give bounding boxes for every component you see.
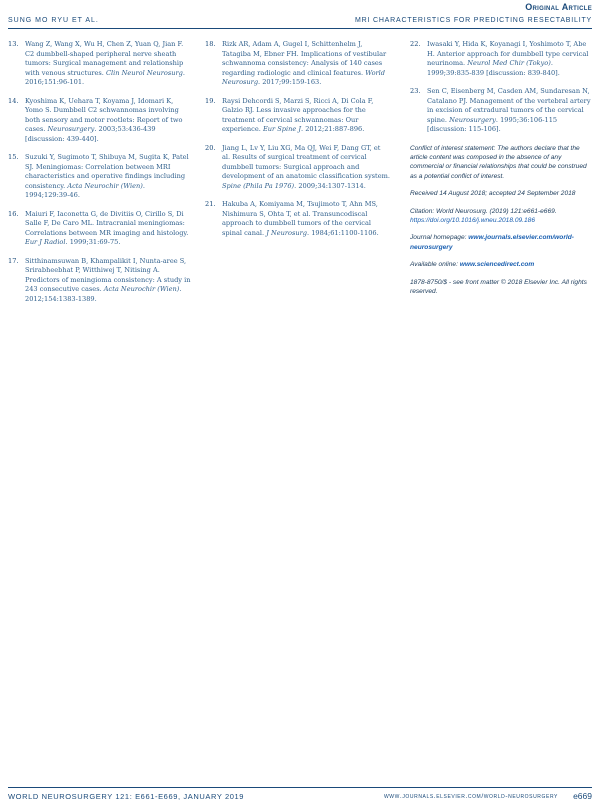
homepage-label: Journal homepage: xyxy=(410,234,469,242)
reference-item: 20. Jiang L, Lv Y, Liu XG, Ma QJ, Wei F, Dang GT, et al. Results of surgical treatment of cervical dumbbell tumors: Surgical approach and development of an anatomic classification system. Spine (Phila Pa 1976). 2009;34:1307-1314. xyxy=(205,143,390,190)
reference-item: 21. Hakuba A, Komiyama M, Tsujimoto T, Ahn MS, Nishimura S, Ohta T, et al. Transuncodiscal approach to dumbbell tumors of the cervical spinal canal. J Neurosurg. 1984;61:1100-1106. xyxy=(205,200,379,237)
citation-block xyxy=(410,207,594,226)
doi-link[interactable]: https://doi.org/10.1016/j.wneu.2018.09.186 xyxy=(410,216,536,224)
references-column-2 xyxy=(205,40,390,247)
footer-rule xyxy=(8,787,592,788)
online-link[interactable]: www.sciencedirect.com xyxy=(459,261,535,269)
homepage-link[interactable]: www.journals.elsevier.com/world-neurosurgery xyxy=(410,234,574,251)
reference-item: 23. Sen C, Eisenberg M, Casden AM, Sundaresan N, Catalano PJ. Management of the vertebral artery in excision of extradural tumors of the cervical spine. Neurosurgery. 1995;36:106-115 [discussion: 115-106]. xyxy=(410,87,591,133)
references-column-1 xyxy=(8,40,191,313)
footer-url[interactable]: www.journals.elsevier.com/world-neurosurgery xyxy=(383,793,558,800)
running-authors: SUNG MO RYU ET AL. xyxy=(8,17,99,24)
reference-item: 15. Suzuki Y, Sugimoto T, Shibuya M, Sugita K, Patel SJ. Meningiomas: Correlation between MRI characteristics and operative findings including consistency. Acta Neurochir (Wien). 1994;129:39-46. xyxy=(8,153,189,199)
references-column-3 xyxy=(410,40,594,304)
conflict-statement: Conflict of interest statement: The authors declare that the article content was composed in the absence of any commercial or financial relationships that could be construed as a potential conflict of interest. xyxy=(410,144,587,180)
reference-item: 14. Kyoshima K, Uehara T, Koyama J, Idomari K, Yomo S. Dumbbell C2 schwannomas involving both sensory and motor rootlets: Report of two cases. Neurosurgery. 2003;53:436-439 [discussion: 439-440]. xyxy=(8,96,183,143)
online-label: Available online: xyxy=(410,261,460,269)
received-dates: Received 14 August 2018; accepted 24 September 2018 xyxy=(410,190,576,198)
reference-item: 18. Rizk AR, Adam A, Gugel I, Schittenhelm J, Tatagiba M, Ebner FH. Implications of vestibular schwannoma consistency: Analysis of 140 cases regarding radiologic and clinical features. World Neurosurg. 2017;99:159-163. xyxy=(205,40,387,86)
running-title: MRI CHARACTERISTICS FOR PREDICTING RESECTABILITY xyxy=(354,17,592,24)
page-number: e669 xyxy=(573,791,592,801)
homepage-line xyxy=(410,233,594,252)
header-rule xyxy=(8,28,592,29)
reference-item: 19. Raysi Dehcordi S, Marzi S, Ricci A, Di Cola F, Galzio RJ. Less invasive approaches for the treatment of cervical schwannomas: Our experience. Eur Spine J. 2012;21:887-896. xyxy=(205,96,374,133)
section-label: Original Article xyxy=(525,2,592,12)
copyright-notice: 1878-8750/$ - see front matter © 2018 Elsevier Inc. All rights reserved. xyxy=(410,278,587,295)
citation-text: Citation: World Neurosurg. (2019) 121:e661-e669. xyxy=(410,207,557,215)
article-info xyxy=(410,144,594,297)
footer-journal: WORLD NEUROSURGERY 121: E661-E669, JANUARY 2019 xyxy=(8,792,245,801)
reference-item: 22. Iwasaki Y, Hida K, Koyanagi I, Yoshimoto T, Abe H. Anterior approach for dumbbell type cervical neurinoma. Neurol Med Chir (Tokyo). 1999;39:835-839 [discussion: 839-840]. xyxy=(410,40,589,77)
reference-item: 17. Sitthinamsuwan B, Khampalikit I, Nunta-aree S, Srirabheebhat P, Witthiwej T, Nitising A. Predictors of meningioma consistency: A study in 243 consecutive cases. Acta Neurochir (Wien). 2012;154:1383-1389. xyxy=(8,256,191,303)
reference-item: 16. Maiuri F, Iaconetta G, de Divitiis O, Cirillo S, Di Salle F, De Caro ML. Intracranial meningiomas: Correlations between MR imaging and histology. Eur J Radiol. 1999;31:69-75. xyxy=(8,209,189,246)
reference-item: 13. Wang Z, Wang X, Wu H, Chen Z, Yuan Q, Jian F. C2 dumbbell-shaped peripheral nerve sheath tumors: Surgical management and relationship with venous structures. Clin Neurol Neurosurg. 2016;151:96-101. xyxy=(8,40,185,86)
online-line xyxy=(410,260,594,269)
